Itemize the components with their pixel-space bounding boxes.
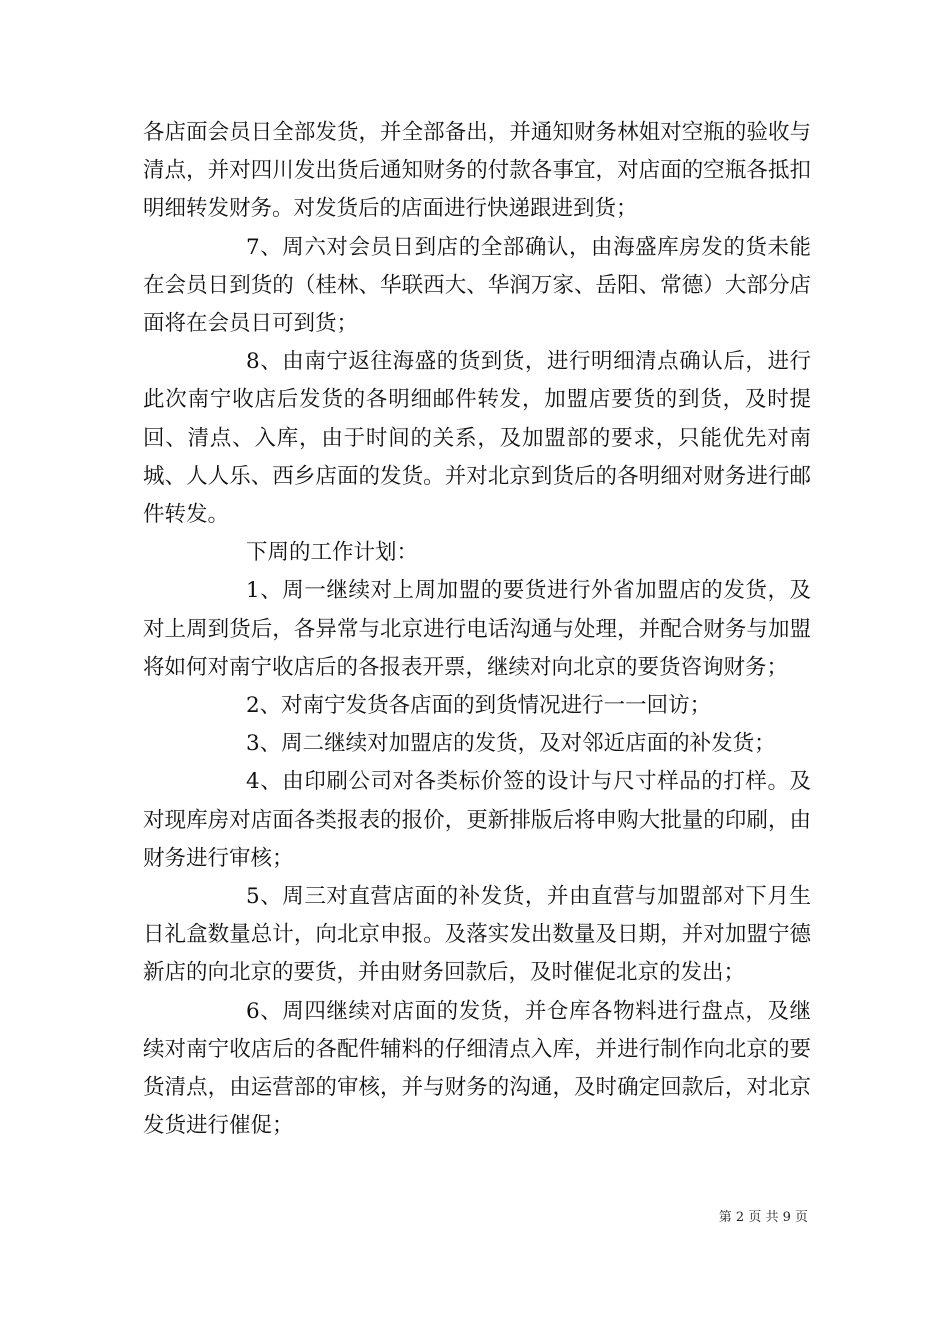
paragraph-continuation: 各店面会员日全部发货，并全部备出，并通知财务林姐对空瓶的验收与清点，并对四川发出货后通知财务的付款各事宜，对店面的空瓶各抵扣明细转发财务。对发货后的店面进行快递跟进到货； xyxy=(143,120,811,222)
plan-item-2: 2、对南宁发货各店面的到货情况进行一一回访； xyxy=(246,693,712,719)
plan-item-6: 6、周四继续对店面的发货，并仓库各物料进行盘点，及继续对南宁收店后的各配件辅料的仔细清点入库，并进行制作向北京的要货清点，由运营部的审核，并与财务的沟通，及时确定回款后，对北京发货进行催促； xyxy=(143,998,811,1139)
plan-item-5: 5、周三对直营店面的补发货，并由直营与加盟部对下月生日礼盒数量总计，向北京申报。及落实发出数量及日期，并对加盟宁德新店的向北京的要货，并由财务回款后，及时催促北京的发出； xyxy=(143,884,811,986)
document-body xyxy=(143,114,811,1145)
plan-item-1: 1、周一继续对上周加盟的要货进行外省加盟店的发货，及对上周到货后，各异常与北京进行电话沟通与处理，并配合财务与加盟将如何对南宁收店后的各报表开票，继续对向北京的要货咨询财务； xyxy=(143,578,811,680)
plan-item-4: 4、由印刷公司对各类标价签的设计与尺寸样品的打样。及对现库房对店面各类报表的报价，更新排版后将申购大批量的印刷，由财务进行审核； xyxy=(143,769,811,871)
paragraph-item-8: 8、由南宁返往海盛的货到货，进行明细清点确认后，进行此次南宁收店后发货的各明细邮件转发，加盟店要货的到货，及时提回、清点、入库，由于时间的关系，及加盟部的要求，只能优先对南城、人人乐、西乡店面的发货。并对北京到货后的各明细对财务进行邮件转发。 xyxy=(143,349,811,528)
paragraph-item-7: 7、周六对会员日到店的全部确认，由海盛库房发的货未能在会员日到货的（桂林、华联西大、华润万家、岳阳、常德）大部分店面将在会员日可到货； xyxy=(143,234,811,337)
next-week-plan-heading: 下周的工作计划： xyxy=(246,540,419,566)
plan-item-3: 3、周二继续对加盟店的发货，及对邻近店面的补发货； xyxy=(246,731,776,757)
page-number-footer: 第 2 页 共 9 页 xyxy=(718,1210,808,1225)
